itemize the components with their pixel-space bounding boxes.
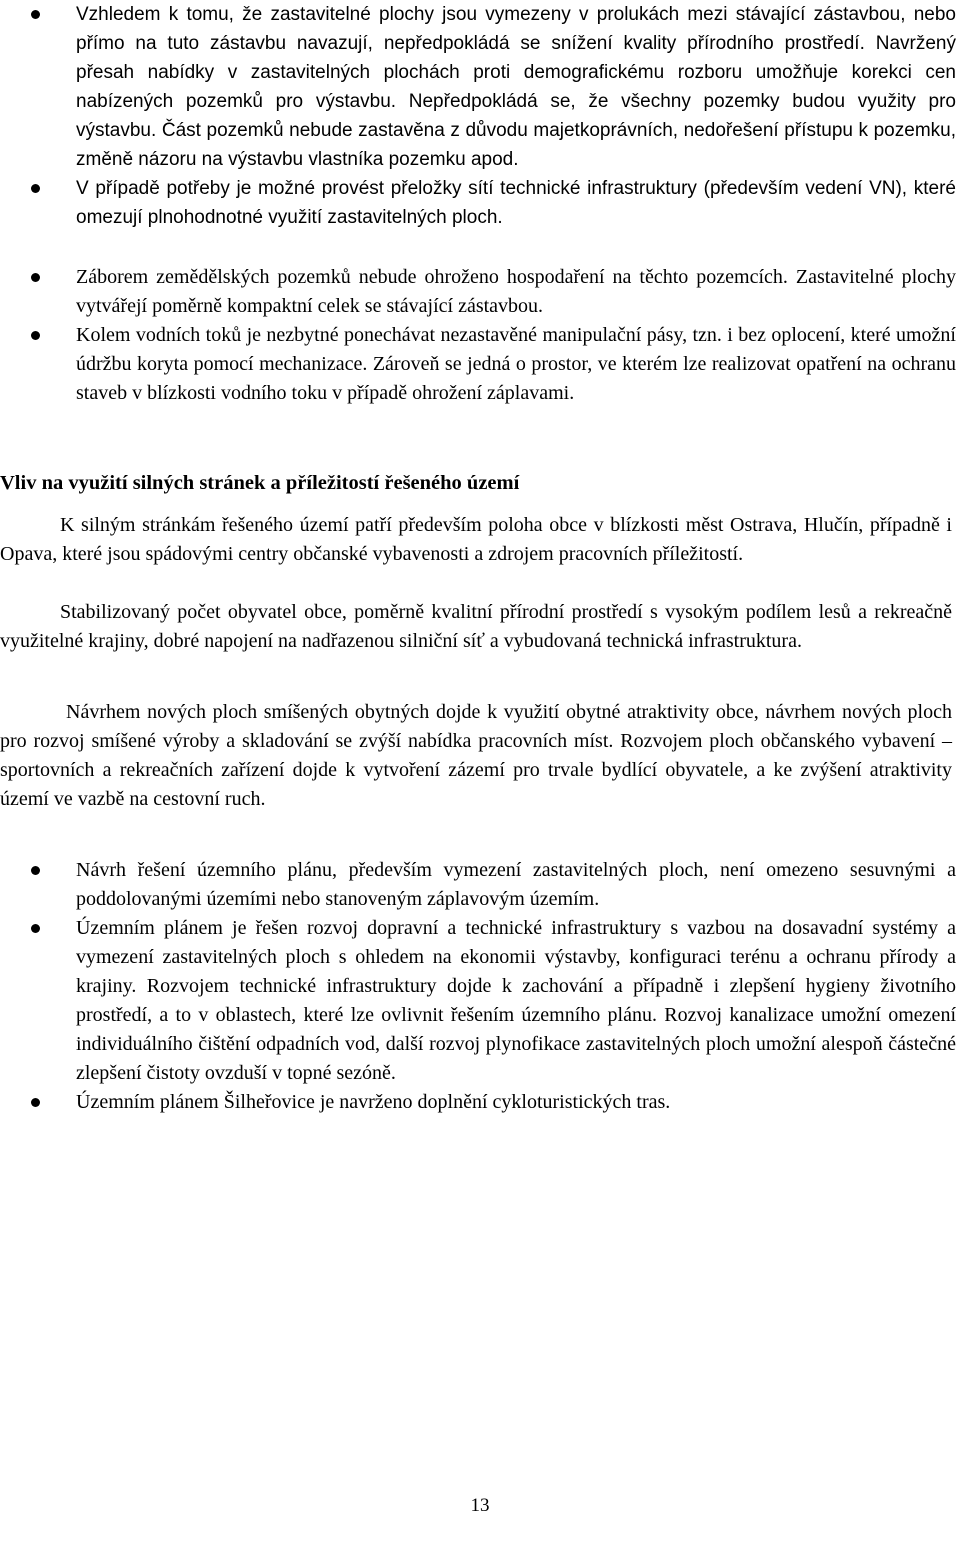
list-item-text: Územním plánem Šilheřovice je navrženo doplnění cykloturistických tras. [76,1091,671,1113]
list-item-text: V případě potřeby je možné provést přeložky sítí technické infrastruktury (především vedení VN), které omezují plnohodnotné využití zastavitelných ploch. [76,178,956,228]
paragraph-strengths-location: K silným stránkám řešeného území patří především poloha obce v blízkosti měst Ostrava, Hlučín, případně i Opava, které jsou spádovými centry občanské vybavenosti a zdrojem pracovních příležitostí. [0,514,952,565]
bullet-list-top [0,0,960,232]
paragraph-opportunities: Návrhem nových ploch smíšených obytných dojde k využití obytné atraktivity obce, návrhem nových ploch pro rozvoj smíšené výroby a skladování se zvýší nabídka pracovních míst. Rozvojem ploch občanského vybavení – sportovních a rekreačních zařízení dojde k vytvoření zázemí pro trvale bydlící obyvatele, a ke zvýšení atraktivity území ve vazbě na cestovní ruch. [0,701,952,810]
list-item-text: Návrh řešení územního plánu, především vymezení zastavitelných ploch, není omezeno sesuvnými a poddolovanými územími nebo stanoveným záplavovým územím. [76,859,956,910]
list-item [0,856,960,914]
list-item [0,321,960,408]
bullet-icon [31,1098,40,1107]
bullet-icon [31,10,40,19]
list-item [0,914,960,1088]
list-item-text: Kolem vodních toků je nezbytné ponechávat nezastavěné manipulační pásy, tzn. i bez oplocení, které umožní údržbu koryta pomocí mechanizace. Zároveň se jedná o prostor, ve kterém lze realizovat opatření na ochranu staveb v blízkosti vodního toku v případě ohrožení záplavami. [76,324,956,404]
bullet-icon [31,184,40,193]
list-item [0,1088,960,1117]
paragraph-strengths-population: Stabilizovaný počet obyvatel obce, poměrně kvalitní přírodní prostředí s vysokým podílem lesů a rekreačně využitelné krajiny, dobré napojení na nadřazenou silniční síť a vybudovaná technická infrastruktura. [0,601,952,652]
list-item [0,0,960,174]
page-number: 13 [470,1495,490,1516]
list-item [0,174,960,232]
bullet-icon [31,924,40,933]
bullet-list-middle [0,263,960,408]
list-item-text: Záborem zemědělských pozemků nebude ohroženo hospodaření na těchto pozemcích. Zastavitelné plochy vytvářejí poměrně kompaktní celek se stávající zástavbou. [76,266,956,317]
bullet-list-bottom [0,856,960,1117]
bullet-icon [31,273,40,282]
bullet-icon [31,866,40,875]
bullet-icon [31,331,40,340]
list-item [0,263,960,321]
list-item-text: Územním plánem je řešen rozvoj dopravní a technické infrastruktury s vazbou na dosavadní systémy a vymezení zastavitelných ploch s ohledem na ekonomii výstavby, konfiguraci terénu a ochranu přírody a krajiny. Rozvojem technické infrastruktury dojde k zachování a případně i zlepšení hygieny životního prostředí, a to v oblastech, které lze ovlivnit řešením územního plánu. Rozvoj kanalizace umožní omezení individuálního čištění odpadních vod, další rozvoj plynofikace zastavitelných ploch umožní alespoň částečné zlepšení čistoty ovzduší v topné sezóně. [76,917,956,1084]
list-item-text: Vzhledem k tomu, že zastavitelné plochy jsou vymezeny v prolukách mezi stávající zástavbou, nebo přímo na tuto zástavbu navazují, nepředpokládá se snížení kvality přírodního prostředí. Navržený přesah nabídky v zastavitelných plochách proti demografickému rozboru umožňuje korekci cen nabízených pozemků pro výstavbu. Nepředpokládá se, že všechny pozemky budou využity pro výstavbu. Část pozemků nebude zastavěna z důvodu majetkoprávních, nedořešení přístupu k pozemku, změně názoru na výstavbu vlastníka pozemku apod. [76,4,956,170]
section-heading: Vliv na využití silných stránek a příležitostí řešeného území [0,472,520,494]
